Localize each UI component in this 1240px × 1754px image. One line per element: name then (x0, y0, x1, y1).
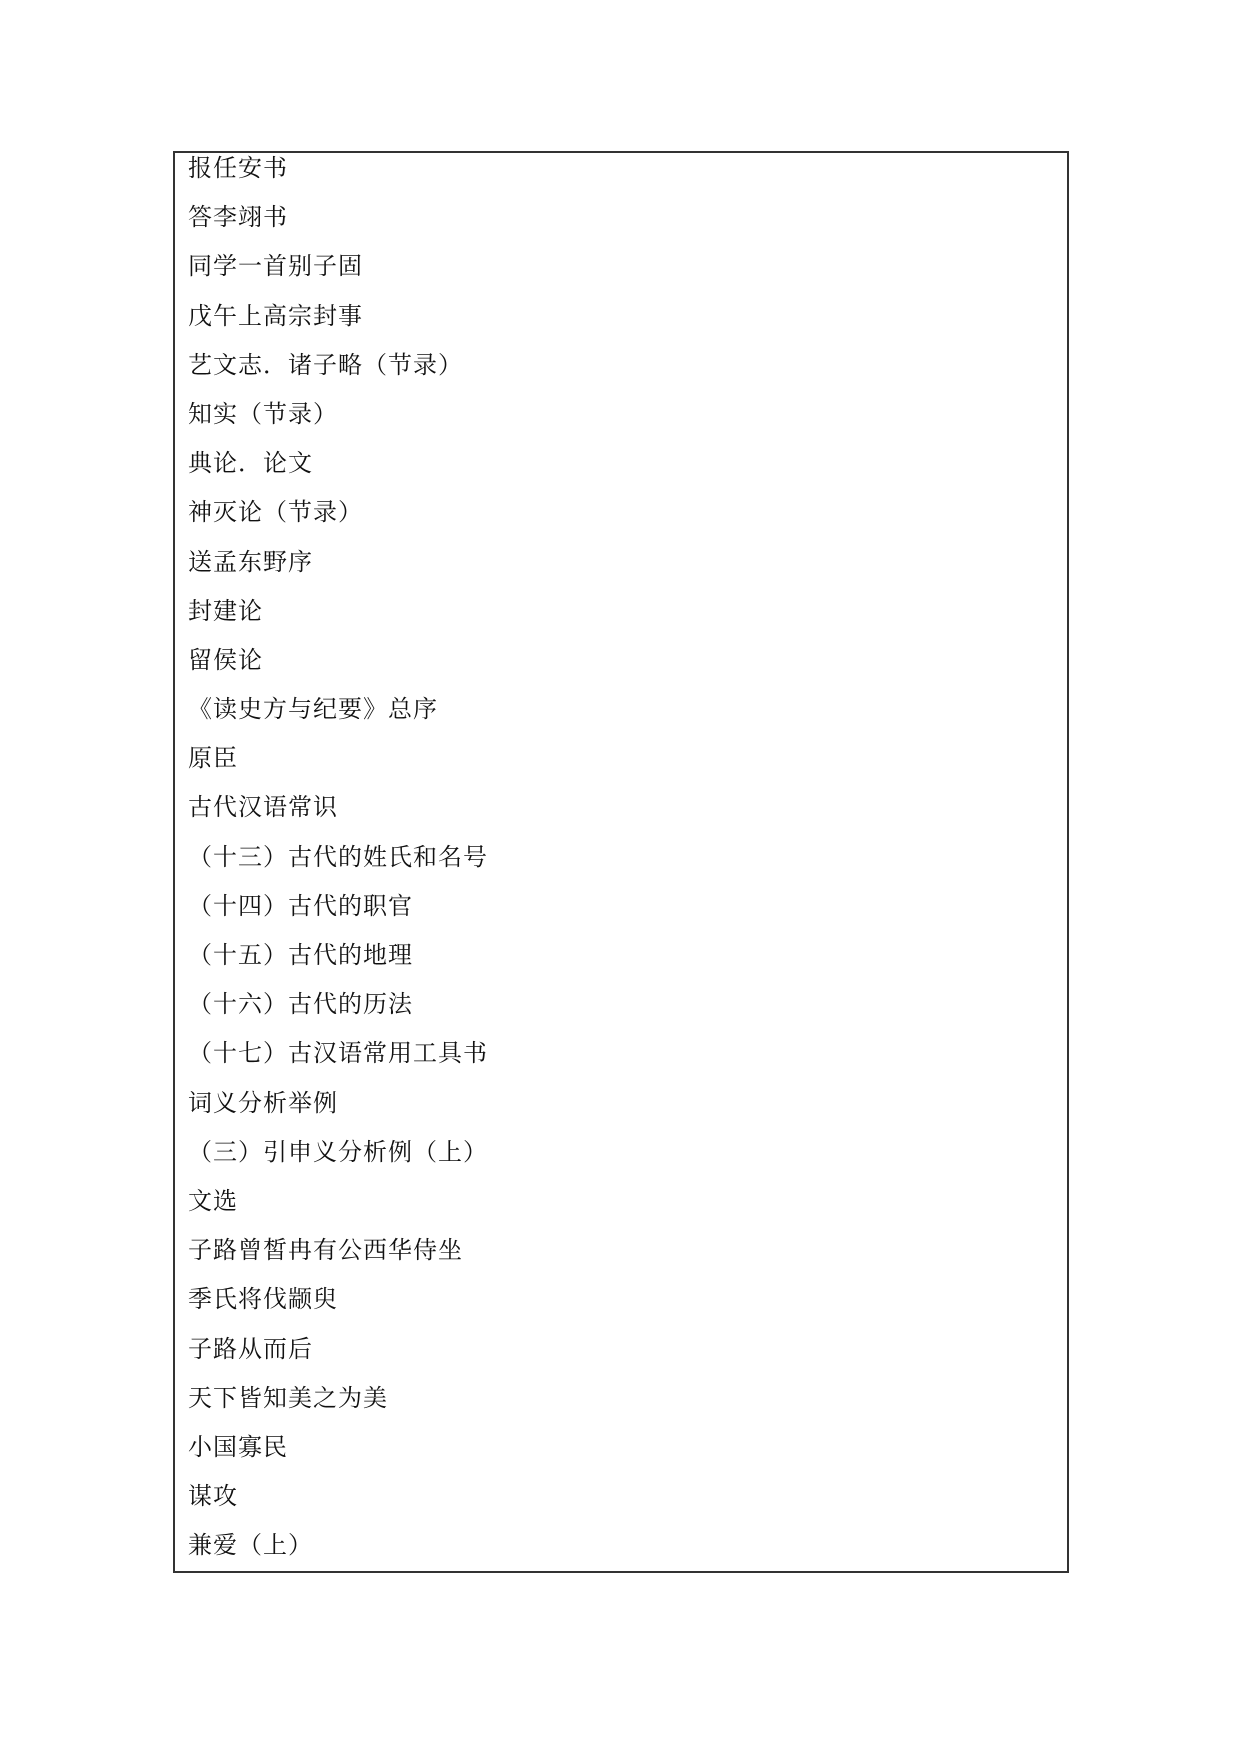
text-line: 天下皆知美之为美 (188, 1383, 388, 1412)
text-line: 答李翊书 (188, 203, 288, 232)
text-line: 留侯论 (188, 645, 263, 674)
text-line: 原臣 (188, 744, 238, 773)
text-line: 同学一首别子固 (188, 252, 363, 281)
text-line-list (188, 153, 1057, 1579)
text-line: 子路曾皙冉有公西华侍坐 (188, 1236, 463, 1265)
text-line: （十四）古代的职官 (188, 891, 413, 920)
text-line: 报任安书 (188, 154, 288, 182)
text-line: 子路从而后 (188, 1334, 313, 1363)
text-line: 艺文志．诸子略（节录） (188, 350, 463, 379)
text-line: 封建论 (188, 596, 263, 625)
text-line: 小国寡民 (188, 1432, 288, 1461)
text-line: 《读史方与纪要》总序 (188, 695, 438, 724)
text-line: 神灭论（节录） (188, 498, 363, 527)
text-line: 送孟东野序 (188, 547, 313, 576)
bordered-content-box (173, 151, 1069, 1573)
section-heading: 词义分析举例 (188, 1088, 338, 1117)
text-line: 谋攻 (188, 1482, 238, 1511)
text-line: （十六）古代的历法 (188, 990, 413, 1019)
text-line: （十五）古代的地理 (188, 941, 413, 969)
text-line: （三）引申义分析例（上） (188, 1137, 488, 1166)
text-line: （十三）古代的姓氏和名号 (188, 842, 488, 871)
text-line: 戊午上高宗封事 (188, 301, 363, 330)
section-heading: 文选 (188, 1186, 238, 1215)
text-line: 季氏将伐颛臾 (188, 1285, 338, 1314)
text-line: （十七）古汉语常用工具书 (188, 1039, 488, 1068)
text-line: 知实（节录） (188, 399, 338, 428)
text-line: 典论．论文 (188, 449, 313, 478)
section-heading: 古代汉语常识 (188, 793, 338, 822)
text-line: 兼爱（上） (188, 1531, 313, 1560)
